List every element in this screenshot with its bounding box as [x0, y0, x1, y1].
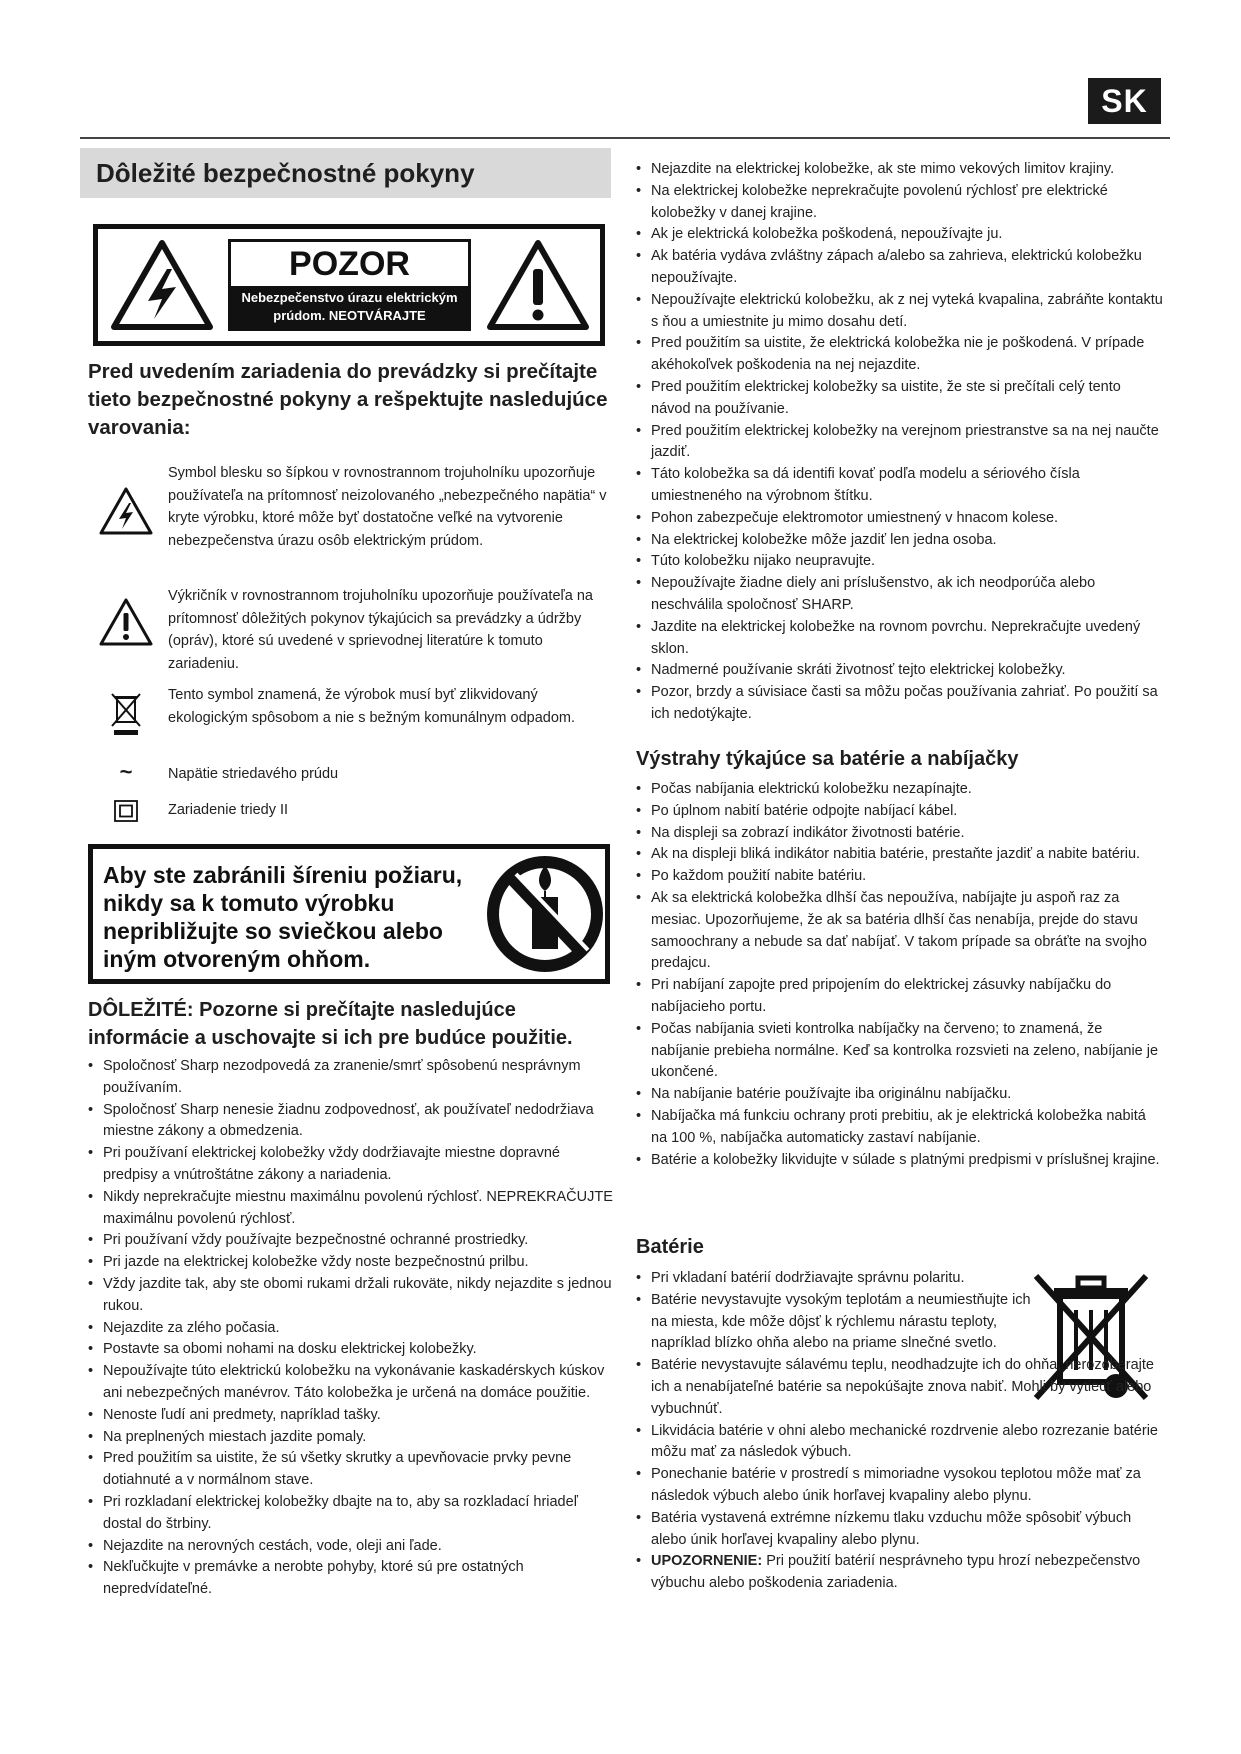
list-item: • Spoločnosť Sharp nezodpovedá za zranenie/smrť spôsobenú nesprávnym používaním.	[86, 1056, 616, 1100]
lightning-triangle-icon	[110, 239, 214, 331]
no-open-flame-icon	[485, 853, 605, 975]
list-item: • Pred použitím sa uistite, že sú všetky skrutky a upevňovacie prvky pevne dotiahnuté a v normálnom stave.	[86, 1448, 616, 1492]
exclamation-triangle-icon	[98, 597, 154, 647]
pozor-title: POZOR	[289, 245, 410, 283]
list-item: • Nepoužívajte túto elektrickú kolobežku na vykonávanie kaskadérskych kúskov ani nebezpečných manévrov. Táto kolobežka je určená na domáce použitie.	[86, 1361, 616, 1405]
list-item: • Nejazdite za zlého počasia.	[86, 1318, 616, 1340]
exclamation-triangle-icon	[486, 239, 590, 331]
list-item: • Na elektrickej kolobežke neprekračujte povolenú rýchlosť pre elektrické kolobežky v danej krajine.	[634, 181, 1164, 225]
list-item: • Pri rozkladaní elektrickej kolobežky dbajte na to, aby sa rozkladací hriadeľ dostal do štrbiny.	[86, 1492, 616, 1536]
list-item: • Likvidácia batérie v ohni alebo mechanické rozdrvenie alebo rozrezanie batérie môžu mať za následok výbuch.	[634, 1421, 1164, 1465]
class-ii-icon	[114, 800, 138, 822]
important-heading: DÔLEŽITÉ: Pozorne si prečítajte nasledujúce informácie a uschovajte si ich pre budúce použitie.	[88, 999, 573, 1049]
list-item: • Počas nabíjania elektrickú kolobežku nezapínajte.	[634, 779, 1164, 801]
list-item: • Nejazdite na elektrickej kolobežke, ak ste mimo vekových limitov krajiny.	[634, 159, 1164, 181]
list-item: • Nepoužívajte žiadne diely ani príslušenstvo, ak ich neodporúča alebo neschválila spoločnosť SHARP.	[634, 573, 1164, 617]
list-item: • Na elektrickej kolobežke môže jazdiť len jedna osoba.	[634, 530, 1164, 552]
symbol-description: Symbol blesku so šípkou v rovnostrannom trojuholníku upozorňuje používateľa na prítomnosť neizolovaného „nebezpečného napätia“ v kryte výrobku, ktoré môže byť dostatočne veľké na vytvorenie nebezpečenstva úrazu osôb elektrickým prúdom.	[168, 465, 607, 549]
list-item: • Batérie a kolobežky likvidujte v súlade s platnými predpismi v príslušnej krajine.	[634, 1150, 1164, 1172]
list-item: • Nejazdite na nerovných cestách, vode, oleji ani ľade.	[86, 1536, 616, 1558]
lightning-triangle-icon	[98, 486, 154, 536]
list-item: • Pri nabíjaní zapojte pred pripojením do elektrickej zásuvky nabíjačku do nabíjacieho portu.	[634, 975, 1164, 1019]
list-item: • Nenoste ľudí ani predmety, napríklad tašky.	[86, 1405, 616, 1427]
symbol-description: Výkričník v rovnostrannom trojuholníku upozorňuje používateľa na prítomnosť dôležitých pokynov týkajúcich sa prevádzky a údržby (opráv), ktoré sú uvedené v sprievodnej literatúre k tomuto zariadeniu.	[168, 588, 593, 672]
list-item: • Pred použitím elektrickej kolobežky sa uistite, že ste si prečítali celý tento návod na používanie.	[634, 377, 1164, 421]
list-item: • Batérie nevystavujte sálavému teplu, neodhadzujte ich do ohňa, nerozoberajte ich a nenabíjateľné batérie sa nepokúšajte znova nabiť. Mohli by vytiecť alebo vybuchnúť.	[634, 1355, 1164, 1420]
list-item: • Ponechanie batérie v prostredí s mimoriadne vysokou teplotou môže mať za následok výbuch alebo únik horľavej kvapaliny alebo plynu.	[634, 1464, 1164, 1508]
battery-list	[634, 1268, 1164, 1595]
list-item: • Vždy jazdite tak, aby ste obomi rukami držali rukoväte, nikdy nejazdite s jednou rukou.	[86, 1274, 616, 1318]
list-item: • Ak na displeji bliká indikátor nabitia batérie, prestaňte jazdiť a nabite batériu.	[634, 844, 1164, 866]
charger-warnings-heading: Výstrahy týkajúce sa batérie a nabíjačky	[636, 748, 1019, 770]
list-item: • Na nabíjanie batérie používajte iba originálnu nabíjačku.	[634, 1084, 1164, 1106]
symbol-description: Zariadenie triedy II	[168, 802, 289, 818]
list-item: • Pri používaní vždy používajte bezpečnostné ochranné prostriedky.	[86, 1230, 616, 1252]
list-item: • Na preplnených miestach jazdite pomaly.	[86, 1427, 616, 1449]
list-item: • Batérie nevystavujte vysokým teplotám a neumiestňujte ich na miesta, kde môže dôjsť k rýchlemu nárastu teploty, napríklad blízko ohňa alebo na priame slnečné svetlo.	[634, 1290, 1031, 1355]
pozor-subtitle-line1: Nebezpečenstvo úrazu elektrickým	[241, 290, 458, 305]
pozor-subtitle-line2: prúdom. NEOTVÁRAJTE	[273, 308, 426, 323]
list-item: • Po úplnom nabití batérie odpojte nabíjací kábel.	[634, 801, 1164, 823]
list-item: • Nabíjačka má funkciu ochrany proti prebitiu, ak je elektrická kolobežka nabitá na 100 %, nabíjačka automaticky zastaví nabíjanie.	[634, 1106, 1164, 1150]
fire-warning-text: Aby ste zabránili šíreniu požiaru, nikdy sa k tomuto výrobku nepribližujte so sviečkou alebo iným otvoreným ohňom.	[103, 862, 463, 972]
list-item: • Pred použitím sa uistite, že elektrická kolobežka nie je poškodená. V prípade akéhokoľvek poškodenia na nej nejazdite.	[634, 333, 1164, 377]
list-item: • Po každom použití nabite batériu.	[634, 866, 1164, 888]
list-item: • Počas nabíjania svieti kontrolka nabíjačky na červeno; to znamená, že nabíjanie prebieha normálne. Keď sa kontrolka rozsvieti na zeleno, nabíjanie je ukončené.	[634, 1019, 1164, 1084]
list-item: • Ak sa elektrická kolobežka dlhší čas nepoužíva, nabíjajte ju aspoň raz za mesiac. Upozorňujeme, že ak sa batéria dlhší čas nenabíja, prejde do stavu samoochrany a nebude sa dať nabíjať. V takom prípade sa obráťte na svojho predajcu.	[634, 888, 1164, 975]
charger-warnings-list	[634, 779, 1164, 1171]
list-item: • Pozor, brzdy a súvisiace časti sa môžu počas používania zahriať. Po použití sa ich nedotýkajte.	[634, 682, 1164, 726]
list-item: • Spoločnosť Sharp nenesie žiadnu zodpovednosť, ak používateľ nedodržiava miestne zákony a obmedzenia.	[86, 1100, 616, 1144]
language-badge: SK	[1088, 78, 1161, 124]
list-item: • Na displeji sa zobrazí indikátor životnosti batérie.	[634, 823, 1164, 845]
pozor-center-panel	[228, 239, 471, 331]
fire-warning-box	[88, 844, 610, 984]
list-item: • Nadmerné používanie skráti životnosť tejto elektrickej kolobežky.	[634, 660, 1164, 682]
top-divider	[80, 137, 1170, 139]
ac-tilde-icon: ~	[119, 759, 133, 784]
battery-warning-text: Pri použití batérií nesprávneho typu hrozí nebezpečenstvo výbuchu alebo poškodenia zariadenia.	[651, 1553, 1141, 1592]
list-item: • Pred použitím elektrickej kolobežky na verejnom priestranstve sa na nej naučte jazdiť.	[634, 421, 1164, 465]
intro-heading: Pred uvedením zariadenia do prevádzky si prečítajte tieto bezpečnostné pokyny a rešpektujte nasledujúce varovania:	[88, 360, 608, 439]
list-item: • Batéria vystavená extrémne nízkemu tlaku vzduchu môže spôsobiť výbuch alebo únik horľavej kvapaliny alebo plynu.	[634, 1508, 1164, 1552]
symbol-description: Napätie striedavého prúdu	[168, 766, 339, 782]
battery-warning-label: UPOZORNENIE:	[651, 1553, 763, 1570]
list-item: • Jazdite na elektrickej kolobežke na rovnom povrchu. Neprekračujte uvedený sklon.	[634, 617, 1164, 661]
list-item: • Pohon zabezpečuje elektromotor umiestnený v hnacom kolese.	[634, 508, 1164, 530]
safety-list-right	[634, 159, 1164, 726]
pozor-subtitle	[231, 286, 468, 328]
list-item: • Túto kolobežku nijako neupravujte.	[634, 551, 1164, 573]
list-item	[634, 1551, 1164, 1595]
weee-bin-icon	[106, 688, 146, 738]
symbol-description: Tento symbol znamená, že výrobok musí byť zlikvidovaný ekologickým spôsobom a nie s bežným komunálnym odpadom.	[168, 687, 576, 726]
battery-heading: Batérie	[636, 1236, 704, 1258]
list-item: • Nikdy neprekračujte miestnu maximálnu povolenú rýchlosť. NEPREKRAČUJTE maximálnu povolenú rýchlosť.	[86, 1187, 616, 1231]
list-item: • Nepoužívajte elektrickú kolobežku, ak z nej vyteká kvapalina, zabráňte kontaktu s ňou a umiestnite ju mimo dosahu detí.	[634, 290, 1164, 334]
list-item: • Ak je elektrická kolobežka poškodená, nepoužívajte ju.	[634, 224, 1164, 246]
list-item: • Pri používaní elektrickej kolobežky vždy dodržiavajte miestne dopravné predpisy a vnútroštátne zákony a nariadenia.	[86, 1143, 616, 1187]
list-item: • Pri vkladaní batérií dodržiavajte správnu polaritu.	[634, 1268, 1031, 1290]
list-item: • Postavte sa obomi nohami na dosku elektrickej kolobežky.	[86, 1339, 616, 1361]
list-item: • Nekľučkujte v premávke a nerobte pohyby, ktoré sú pre ostatných nepredvídateľné.	[86, 1557, 616, 1601]
safety-list-left	[86, 1056, 616, 1601]
list-item: • Ak batéria vydáva zvláštny zápach a/alebo sa zahrieva, elektrickú kolobežku nepoužívajte.	[634, 246, 1164, 290]
list-item: • Táto kolobežka sa dá identifi kovať podľa modelu a sériového čísla umiestneného na výrobnom štítku.	[634, 464, 1164, 508]
section-title: Dôležité bezpečnostné pokyny	[80, 148, 611, 198]
pozor-warning-label	[93, 224, 605, 346]
list-item: • Pri jazde na elektrickej kolobežke vždy noste bezpečnostnú prilbu.	[86, 1252, 616, 1274]
